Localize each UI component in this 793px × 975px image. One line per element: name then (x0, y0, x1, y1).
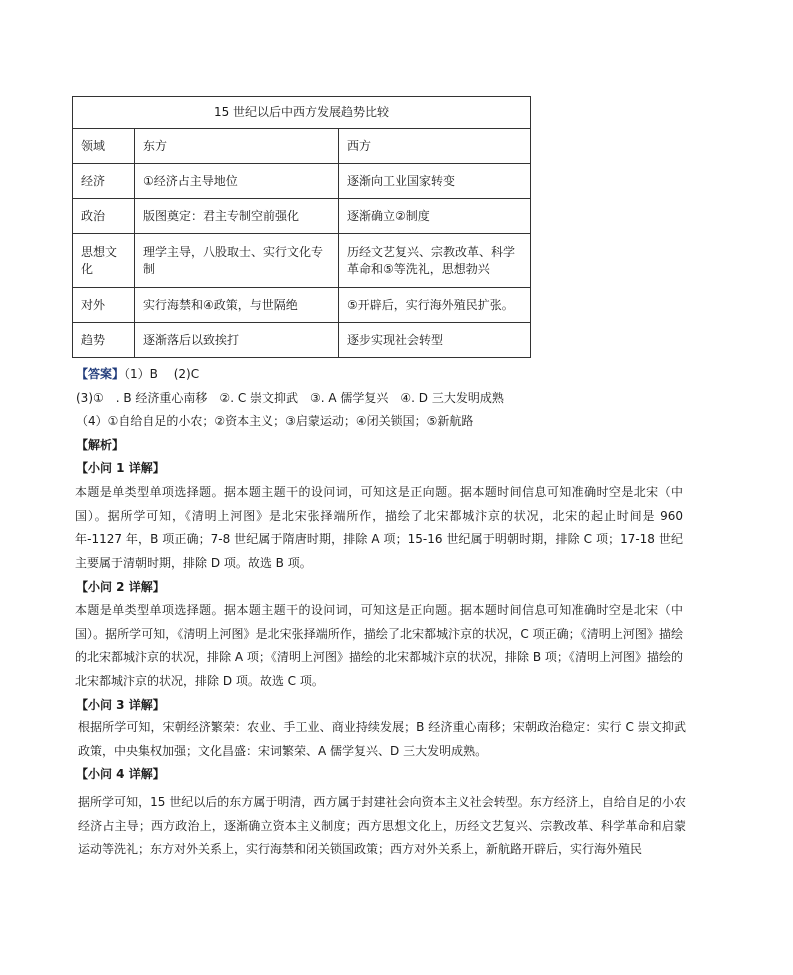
comparison-table (72, 96, 531, 358)
answer-line-2: (3)① . B 经济重心南移 ②. C 崇文抑武 ③. A 儒学复兴 ④. D 三大发明成熟 (76, 391, 504, 405)
table-cell: 版图奠定：君主专制空前强化 (135, 199, 339, 234)
table-cell: 逐步实现社会转型 (339, 323, 531, 358)
section-heading: 【小问 3 详解】 (76, 698, 165, 712)
table-header-cell: 西方 (339, 129, 531, 164)
table-cell: ①经济占主导地位 (135, 164, 339, 199)
table-header-cell: 东方 (135, 129, 339, 164)
table-cell: 对外 (73, 288, 135, 323)
answer-label: 【答案】 (76, 367, 125, 381)
section-heading: 【小问 4 详解】 (76, 767, 165, 781)
table-cell: 思想文化 (73, 234, 135, 288)
table-cell: 历经文艺复兴、宗教改革、科学革命和⑤等洗礼，思想勃兴 (339, 234, 531, 288)
answer-line-3: （4）①自给自足的小农；②资本主义；③启蒙运动；④闭关锁国；⑤新航路 (76, 414, 474, 428)
table-row (73, 234, 531, 288)
table-cell: 逐渐向工业国家转变 (339, 164, 531, 199)
section-heading: 【小问 1 详解】 (76, 461, 165, 475)
section-text: 本题是单类型单项选择题。据本题主题干的设问词，可知这是正向题。据本题时间信息可知准确时空是北宋（中国）。据所学可知，《清明上河图》是北宋张择端所作，描绘了北宋都城汴京的状况，北宋的起止时间是 960 年-1127 年，B 项正确；7-8 世纪属于隋唐时期，排除 A 项；15-16 世纪属于明朝时期，排除 C 项；17-18 世纪主要属于清朝时期，排除 D 项。故选 B 项。 (75, 485, 683, 570)
table-row (73, 288, 531, 323)
table-cell: 逐渐落后以致挨打 (135, 323, 339, 358)
table-cell: 逐渐确立②制度 (339, 199, 531, 234)
analysis-label: 【解析】 (76, 438, 125, 452)
section-heading: 【小问 2 详解】 (76, 580, 165, 594)
table-cell: 趋势 (73, 323, 135, 358)
answer-text: （1）B (2)C (124, 367, 200, 381)
section-text: 根据所学可知，宋朝经济繁荣：农业、手工业、商业持续发展；B 经济重心南移；宋朝政治稳定：实行 C 崇文抑武政策，中央集权加强；文化昌盛：宋词繁荣、A 儒学复兴、D 三大发明成熟。 (78, 720, 686, 758)
table-row (73, 164, 531, 199)
answer-line-1 (76, 366, 199, 382)
table-cell: 实行海禁和④政策，与世隔绝 (135, 288, 339, 323)
table-title-row (73, 97, 531, 129)
table-title: 15 世纪以后中西方发展趋势比较 (73, 97, 531, 129)
section-text: 据所学可知，15 世纪以后的东方属于明清，西方属于封建社会向资本主义社会转型。东方经济上，自给自足的小农经济占主导；西方政治上，逐渐确立资本主义制度；西方思想文化上，历经文艺复兴、宗教改革、科学革命和启蒙运动等洗礼；东方对外关系上，实行海禁和闭关锁国政策；西方对外关系上，新航路开辟后，实行海外殖民 (78, 795, 686, 856)
table-header-row (73, 129, 531, 164)
table-header-cell: 领域 (73, 129, 135, 164)
table-row (73, 199, 531, 234)
table-cell: ⑤开辟后，实行海外殖民扩张。 (339, 288, 531, 323)
table-row (73, 323, 531, 358)
section-text: 本题是单类型单项选择题。据本题主题干的设问词，可知这是正向题。据本题时间信息可知准确时空是北宋（中国）。据所学可知，《清明上河图》是北宋张择端所作，描绘了北宋都城汴京的状况，C 项正确；《清明上河图》描绘的北宋都城汴京的状况，排除 A 项；《清明上河图》描绘的北宋都城汴京的状况，排除 B 项；《清明上河图》描绘的北宋都城汴京的状况，排除 D 项。故选 C 项。 (75, 603, 683, 688)
table-cell: 经济 (73, 164, 135, 199)
table-cell: 理学主导，八股取士、实行文化专制 (135, 234, 339, 288)
table-cell: 政治 (73, 199, 135, 234)
